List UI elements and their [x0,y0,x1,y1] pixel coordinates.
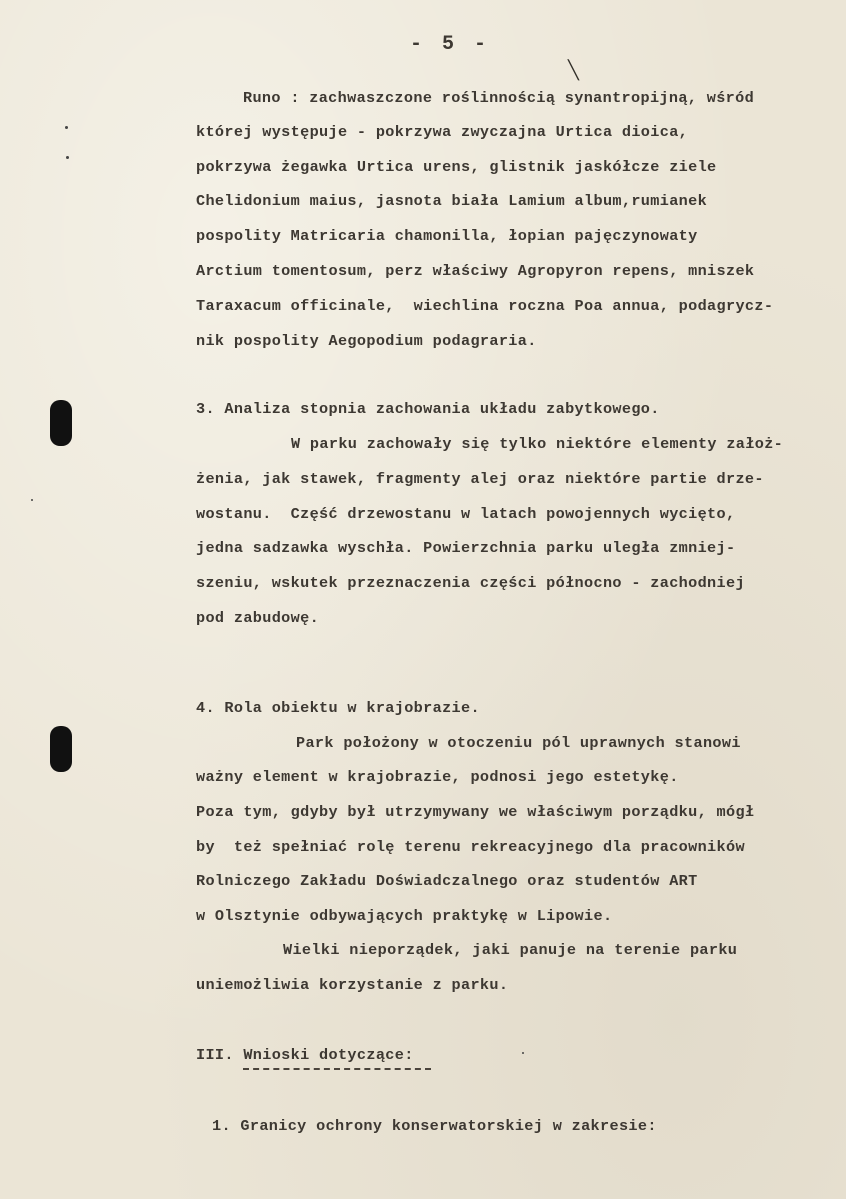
text-line: Wielki nieporządek, jaki panuje na terenie parku [283,941,738,959]
text-line: Taraxacum officinale, wiechlina roczna Poa annua, podagrycz- [196,297,774,315]
text-line: Arctium tomentosum, perz właściwy Agropyron repens, mniszek [196,262,755,280]
text-line: ważny element w krajobrazie, podnosi jego estetykę. [196,768,679,786]
speck [66,156,69,159]
text-line: nik pospolity Aegopodium podagraria. [196,332,537,350]
text-line: wostanu. Część drzewostanu w latach powojennych wycięto, [196,505,736,523]
text-line: jedna sadzawka wyschła. Powierzchnia parku uległa zmniej- [196,539,736,557]
text-line: której występuje - pokrzywa zwyczajna Urtica dioica, [196,123,689,141]
speck [65,126,68,129]
page-number: - 5 - [410,33,491,56]
text-line: Runo : zachwaszczone roślinnością synantropijną, wśród [243,89,755,107]
speck [31,499,33,501]
section-heading: 1. Granicy ochrony konserwatorskiej w zakresie: [212,1117,657,1135]
text-line: w Olsztynie odbywających praktykę w Lipowie. [196,907,613,925]
text-line: pod zabudowę. [196,609,320,627]
text-line: W parku zachowały się tylko niektóre elementy założ- [291,435,784,453]
section-heading: III. Wnioski dotyczące: [196,1046,414,1064]
punch-hole [50,400,72,446]
text-line: Park położony w otoczeniu pól uprawnych stanowi [296,734,741,752]
text-line: uniemożliwia korzystanie z parku. [196,976,509,994]
text-line: pokrzywa żegawka Urtica urens, glistnik jaskółcze ziele [196,158,717,176]
heading-underline [243,1068,431,1070]
text-line: Rolniczego Zakładu Doświadczalnego oraz studentów ART [196,872,698,890]
text-line: Chelidonium maius, jasnota biała Lamium album,rumianek [196,192,708,210]
section-heading: 4. Rola obiektu w krajobrazie. [196,699,480,717]
text-line: szeniu, wskutek przeznaczenia części północno - zachodniej [196,574,745,592]
text-line: Poza tym, gdyby był utrzymywany we właściwym porządku, mógł [196,803,755,821]
punch-hole [50,726,72,772]
pen-mark: ╲ [568,62,579,82]
text-line: by też spełniać rolę terenu rekreacyjnego dla pracowników [196,838,745,856]
speck [522,1052,524,1054]
text-line: pospolity Matricaria chamonilla, łopian pajęczynowaty [196,227,698,245]
text-line: żenia, jak stawek, fragmenty alej oraz niektóre partie drze- [196,470,764,488]
section-heading: 3. Analiza stopnia zachowania układu zabytkowego. [196,400,660,418]
